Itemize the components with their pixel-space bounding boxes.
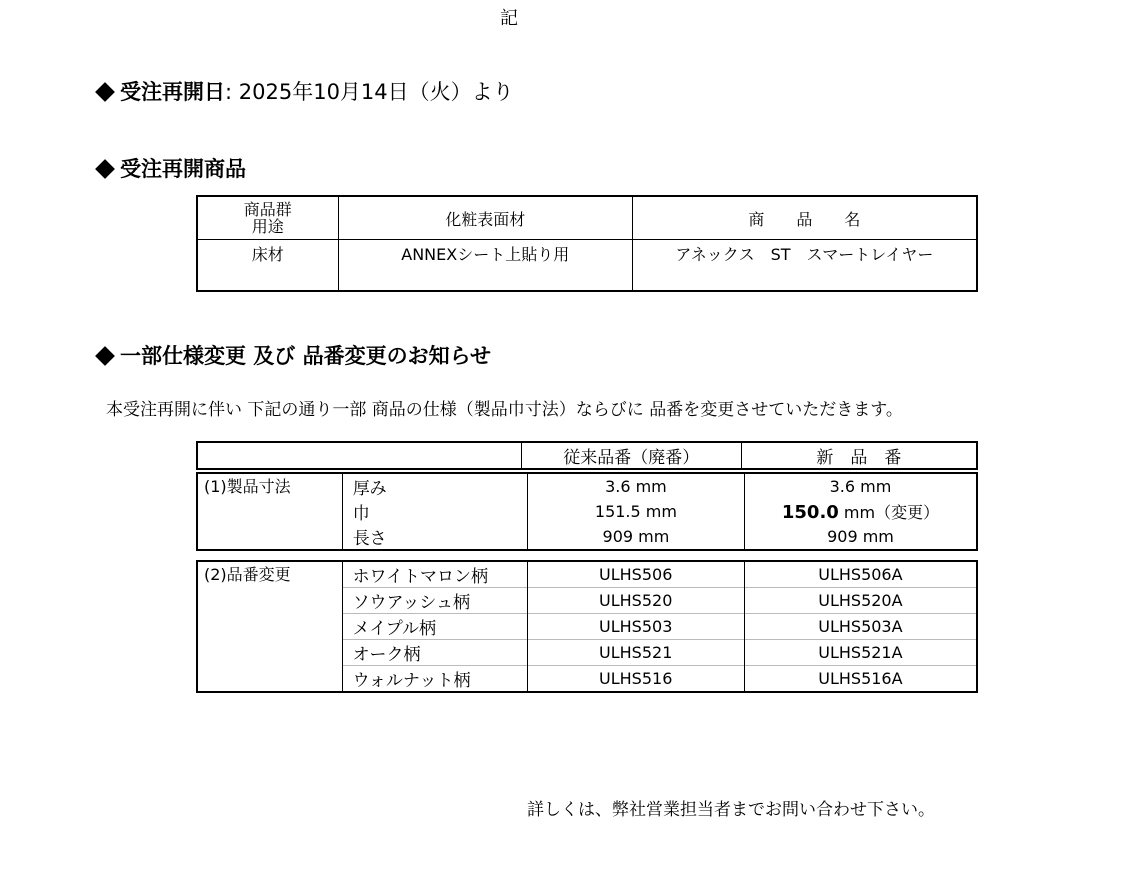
code-item: ホワイトマロン柄 [342, 561, 527, 588]
code-item: オーク柄 [342, 640, 527, 666]
header-new-code: 新 品 番 [741, 442, 977, 469]
code-new: ULHS506A [744, 561, 977, 588]
diamond-icon [95, 346, 115, 366]
change-table-header [196, 441, 978, 470]
header-blank [197, 442, 521, 469]
header-group-line1: 商品群 [243, 199, 292, 219]
size-old: 3.6 mm [527, 473, 744, 499]
code-table [196, 560, 978, 693]
product-group: 床材 [197, 240, 338, 292]
change-heading-text: 一部仕様変更 及び 品番変更のお知らせ [120, 344, 491, 368]
header-group-line2: 用途 [251, 216, 284, 236]
code-old: ULHS506 [527, 561, 744, 588]
diamond-icon [95, 159, 115, 179]
resume-date-colon: : [225, 80, 233, 104]
code-new: ULHS520A [744, 588, 977, 614]
section-marker: 記 [500, 8, 518, 29]
size-new-value: 150.0 [781, 502, 839, 523]
products-heading [94, 153, 246, 183]
code-item: ソウアッシュ柄 [342, 588, 527, 614]
size-new: 909 mm [744, 524, 977, 550]
resume-date-line [94, 76, 514, 106]
change-heading [94, 340, 491, 370]
size-item: 厚み [342, 473, 527, 499]
code-new: ULHS521A [744, 640, 977, 666]
header-group [197, 196, 338, 240]
header-material: 化粧表面材 [338, 196, 632, 240]
code-old: ULHS521 [527, 640, 744, 666]
size-old: 909 mm [527, 524, 744, 550]
code-old: ULHS520 [527, 588, 744, 614]
code-item: メイプル柄 [342, 614, 527, 640]
size-item: 巾 [342, 499, 527, 524]
header-old-code: 従来品番（廃番） [521, 442, 741, 469]
code-old: ULHS503 [527, 614, 744, 640]
size-new [744, 499, 977, 524]
products-heading-text: 受注再開商品 [120, 157, 246, 181]
table-row [197, 240, 977, 292]
resume-date-value: 2025年10月14日（火）より [238, 80, 514, 104]
product-material: ANNEXシート上貼り用 [338, 240, 632, 292]
table-row [197, 561, 977, 588]
code-item: ウォルナット柄 [342, 666, 527, 693]
size-new-unit: mm（変更） [838, 503, 940, 522]
size-old: 151.5 mm [527, 499, 744, 524]
intro-text: 本受注再開に伴い 下記の通り一部 商品の仕様（製品巾寸法）ならびに 品番を変更させていただきます。 [106, 400, 903, 420]
code-new: ULHS503A [744, 614, 977, 640]
table-row [197, 473, 977, 499]
products-table-header [197, 196, 977, 240]
footer-note: 詳しくは、弊社営業担当者までお問い合わせ下さい。 [527, 800, 935, 820]
size-group-label: (1)製品寸法 [197, 473, 342, 550]
diamond-icon [95, 82, 115, 102]
resume-date-label: 受注再開日 [120, 80, 225, 104]
code-old: ULHS516 [527, 666, 744, 693]
header-product-name: 商 品 名 [632, 196, 977, 240]
size-table [196, 472, 978, 551]
product-name: アネックス ST スマートレイヤー [632, 240, 977, 292]
size-item: 長さ [342, 524, 527, 550]
code-new: ULHS516A [744, 666, 977, 693]
code-group-label: (2)品番変更 [197, 561, 342, 692]
products-table [196, 195, 978, 292]
size-new: 3.6 mm [744, 473, 977, 499]
